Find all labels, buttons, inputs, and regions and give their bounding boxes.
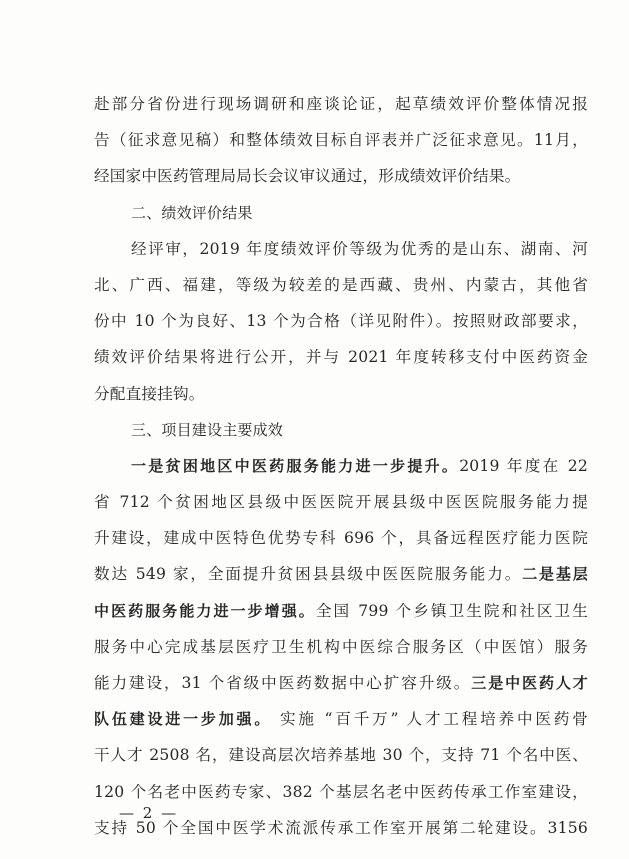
- text-line: 升建设，建成中医特色优势专科 696 个，具备远程医疗能力医院: [94, 529, 588, 548]
- text-line: [94, 448, 588, 484]
- text-line: 分配直接挂钩。: [94, 384, 205, 403]
- text-line: [94, 556, 588, 592]
- text-span: 实施 “百千万” 人才工程培养中医药骨: [272, 710, 588, 729]
- body-text: [94, 86, 588, 846]
- text-span: 2019 年度在 22: [459, 456, 588, 475]
- text-line: [94, 593, 588, 629]
- text-span: 全国 799 个乡镇卫生院和社区卫生: [315, 601, 588, 620]
- text-span: 数达 549 家，全面提升贫困县县级中医医院服务能力。: [94, 565, 523, 584]
- text-line: 干人才 2508 名，建设高层次培养基地 30 个，支持 71 个名中医、: [94, 746, 588, 765]
- text-line: 北、广西、福建，等级为较差的是西藏、贵州、内蒙古，其他省: [94, 275, 588, 294]
- text-line: 120 个名老中医药专家、382 个基层名老中医药传承工作室建设，: [94, 782, 588, 801]
- text-line: 支持 50 个全国中医学术流派传承工作室开展第二轮建设。3156: [94, 818, 588, 837]
- text-line: 经评审，2019 年度绩效评价等级为优秀的是山东、湖南、河: [131, 239, 588, 258]
- text-line: 绩效评价结果将进行公开，并与 2021 年度转移支付中医药资金: [94, 348, 588, 367]
- text-line: 经国家中医药管理局局长会议审议通过，形成绩效评价结果。: [94, 167, 521, 186]
- section-heading-achievements: 三、项目建设主要成效: [131, 420, 284, 439]
- text-span: 能力建设，31 个省级中医药数据中心扩容升级。: [94, 674, 472, 692]
- text-line: 赴部分省份进行现场调研和座谈论证，起草绩效评价整体情况报: [94, 95, 588, 113]
- bold-phrase: 二是基层: [522, 565, 588, 584]
- page-number: — 2 —: [119, 804, 179, 822]
- text-line: [94, 665, 588, 701]
- text-line: 服务中心完成基层医疗卫生机构中医综合服务区（中医馆）服务: [94, 637, 588, 656]
- bold-phrase: 中医药服务能力进一步增强。: [94, 601, 316, 620]
- section-heading-results: 二、绩效评价结果: [131, 203, 253, 222]
- text-line: [94, 701, 588, 737]
- bold-phrase: 队伍建设进一步加强。: [94, 710, 273, 729]
- text-line: 份中 10 个为良好、13 个为合格（详见附件）。按照财政部要求，: [94, 312, 588, 331]
- text-line: 告（征求意见稿）和整体绩效目标自评表并广泛征求意见。11月，: [94, 131, 588, 150]
- bold-phrase: 一是贫困地区中医药服务能力进一步提升。: [131, 456, 460, 475]
- text-line: 省 712 个贫困地区县级中医医院开展县级中医医院服务能力提: [94, 493, 588, 512]
- bold-phrase: 三是中医药人才: [471, 674, 588, 692]
